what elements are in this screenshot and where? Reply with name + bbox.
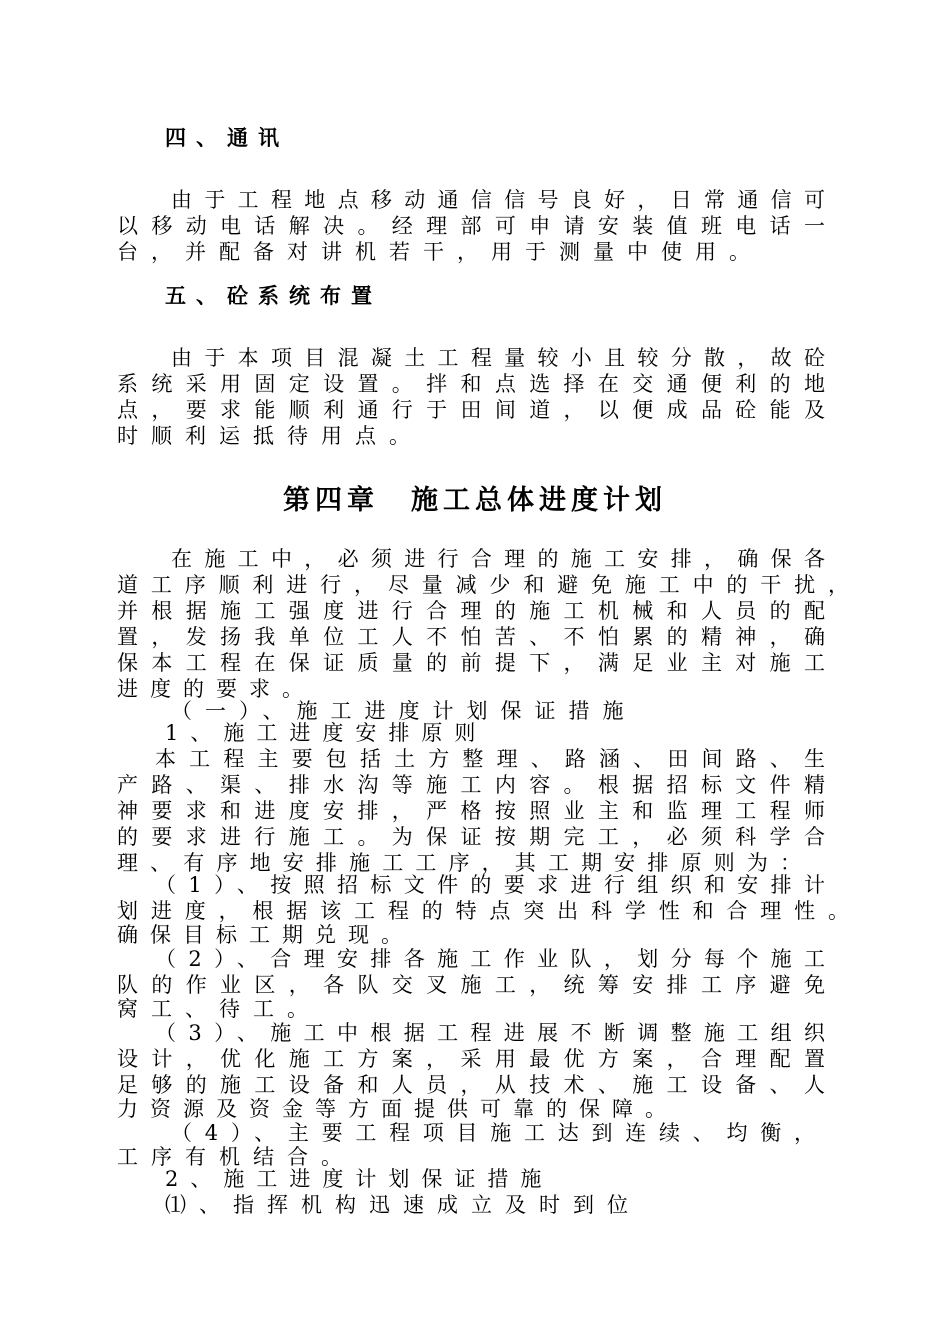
- text-line: 以移动电话解决。经理部可申请安装值班电话一: [117, 214, 825, 238]
- text-line: 神要求和进度安排，严格按照业主和监理工程师: [117, 799, 825, 823]
- text-line: 窝工、待工。: [117, 997, 321, 1021]
- text-line: 工序有机结合。: [117, 1145, 355, 1169]
- text-line: 产路、渠、排水沟等施工内容。根据招标文件精: [117, 773, 825, 797]
- text-line: 时顺利运抵待用点。: [117, 424, 423, 448]
- text-line: （3）、施工中根据工程进展不断调整施工组织: [155, 1021, 825, 1045]
- text-line: 并根据施工强度进行合理的施工机械和人员的配: [117, 599, 825, 623]
- text-line: 划进度，根据该工程的特点突出科学性和合理性。: [117, 899, 849, 923]
- text-line: 保本工程在保证质量的前提下，满足业主对施工: [117, 651, 825, 675]
- text-line: 道工序顺利进行，尽量减少和避免施工中的干扰，: [117, 573, 849, 597]
- subsection-heading: 1、施工进度安排原则: [165, 721, 488, 745]
- section-heading-concrete-system: 五、砼系统布置: [165, 283, 382, 308]
- text-line: 力资源及资金等方面提供可靠的保障。: [117, 1097, 678, 1121]
- subsection-heading: （一）、施工进度计划保证措施: [171, 699, 637, 723]
- text-line: 理、有序地安排施工工序，其工期安排原则为：: [117, 851, 801, 875]
- text-line: 进度的要求。: [117, 677, 315, 701]
- text-line: 设计，优化施工方案，采用最优方案，合理配置: [117, 1047, 825, 1071]
- text-line: 在施工中，必须进行合理的施工安排，确保各: [171, 547, 825, 571]
- subsection-heading: 2、施工进度计划保证措施: [165, 1167, 554, 1191]
- text-line: 确保目标工期兑现。: [117, 923, 414, 947]
- text-line: 足够的施工设备和人员，从技术、施工设备、人: [117, 1073, 825, 1097]
- text-line: 系统采用固定设置。拌和点选择在交通便利的地: [117, 372, 825, 396]
- chapter-title: 第四章 施工总体进度计划: [283, 485, 667, 516]
- text-line: 点，要求能顺利通行于田间道，以便成品砼能及: [117, 398, 825, 422]
- section-heading-communication: 四、通讯: [165, 125, 289, 150]
- subsection-heading: ⑴、指挥机构迅速成立及时到位: [165, 1193, 641, 1217]
- text-line: （2）、合理安排各施工作业队，划分每个施工: [155, 947, 825, 971]
- text-line: 台，并配备对讲机若干，用于测量中使用。: [117, 240, 763, 264]
- text-line: 由于工程地点移动通信信号良好，日常通信可: [171, 188, 825, 212]
- text-line: 由于本项目混凝土工程量较小且较分散，故砼: [171, 346, 825, 370]
- text-line: 本工程主要包括土方整理、路涵、田间路、生: [155, 747, 825, 771]
- text-line: （4）、主要工程项目施工达到连续、均衡，: [171, 1121, 815, 1145]
- text-line: 的要求进行施工。为保证按期完工，必须科学合: [117, 825, 825, 849]
- text-line: （1）、按照招标文件的要求进行组织和安排计: [155, 873, 825, 897]
- text-line: 队的作业区，各队交叉施工，统筹安排工序避免: [117, 973, 825, 997]
- text-line: 置，发扬我单位工人不怕苦、不怕累的精神，确: [117, 625, 825, 649]
